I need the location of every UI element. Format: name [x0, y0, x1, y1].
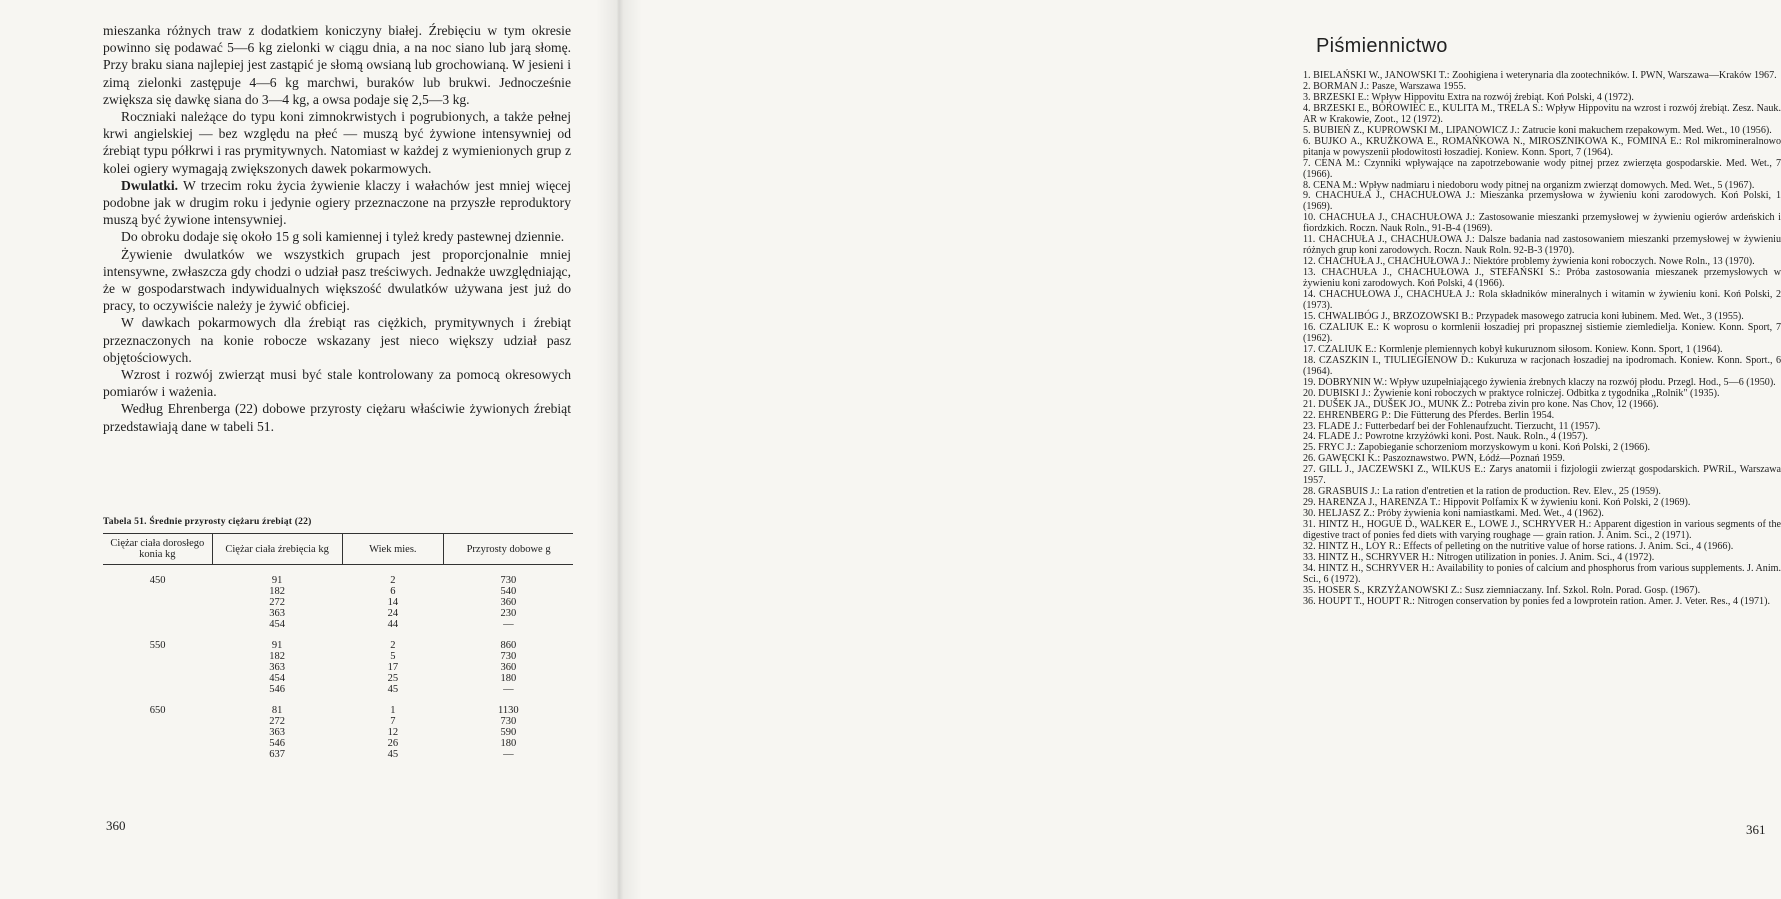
reference-item: 26. GAWĘCKI K.: Paszoznawstwo. PWN, Łódź—Poznań 1959. — [1303, 453, 1565, 465]
reference-item: 18. CZASZKIN I., TIULIEGIENOW D.: Kukuruza w racjonach łoszadiej na ipodromach. Koniew. Konn. Sport., 6 (1964). — [1303, 354, 1781, 377]
page-number-left: 360 — [106, 818, 126, 833]
right-page — [620, 0, 1781, 899]
table-value: 550 — [149, 640, 166, 652]
table-value: 45 — [387, 684, 399, 696]
table-header-row — [103, 534, 573, 565]
table-value: 17 — [387, 662, 399, 674]
paragraph: W dawkach pokarmowych dla źrebiąt ras ciężkich, prymitywnych i źrebiąt przeznaczonych na konie robocze wskazany jest nieco większy udział pasz objętościowych. — [103, 315, 571, 365]
reference-item: 17. CZALIUK E.: Kormlenje plemiennych kobył kukuruznom siłosom. Koniew. Konn. Sport, 1 (1964). — [1303, 343, 1723, 355]
table-value: 540 — [500, 586, 517, 598]
reference-item: 36. HOUPT T., HOUPT R.: Nitrogen conservation by ponies fed a lowprotein ration. Amer. J. Veter. Res., 4 (1971). — [1303, 595, 1770, 607]
paragraph: Roczniaki należące do typu koni zimnokrwistych i pogrubionych, a także pełnej krwi angielskiej — bez względu na płeć — muszą być żywione intensywniej od źrebiąt typu półkrwi i ras prymitywnych. Natomiast w każdej z wymienionych grup z kolei ogiery wymagają zwiększonych dawek pokarmowych. — [103, 109, 571, 176]
table-value: 730 — [500, 575, 517, 587]
paragraph: Według Ehrenberga (22) dobowe przyrosty ciężaru właściwie żywionych źrebiąt przedstawiają dane w tabeli 51. — [103, 401, 571, 434]
table-value: 81 — [271, 705, 283, 717]
reference-item: 29. HARENZA J., HARENZA T.: Hippovit Polfamix K w żywieniu koni. Koń Polski, 2 (1969). — [1303, 497, 1691, 509]
cell-ages — [342, 630, 444, 695]
page-number-right: 361 — [1746, 822, 1766, 837]
reference-item: 23. FLADE J.: Futterbedarf bei der Fohlenaufzucht. Tierzucht, 11 (1957). — [1303, 420, 1601, 432]
table-value: 272 — [269, 597, 285, 609]
header-foal-weight: Ciężar ciała źrebięcia kg — [212, 534, 342, 565]
cell-adult-weight — [103, 565, 212, 631]
paragraph: Do obroku dodaje się około 15 g soli kamiennej i tyleż kredy pastewnej dziennie. — [121, 229, 565, 245]
reference-item: 12. CHACHUŁA J., CHACHUŁOWA J.: Niektóre problemy żywienia koni roboczych. Nowe Roln., 13 (1970). — [1303, 256, 1755, 268]
table-value: 450 — [149, 575, 166, 587]
reference-item: 8. CENA M.: Wpływ nadmiaru i niedoboru wody pitnej na organizm zwierząt domowych. Med. Wet., 5 (1967). — [1303, 179, 1755, 191]
reference-item: 3. BRZESKI E.: Wpływ Hippovitu Extra na rozwój źrebiąt. Koń Polski, 4 (1972). — [1303, 91, 1634, 103]
reference-item: 25. FRYC J.: Zapobieganie schorzeniom morzyskowym u koni. Koń Polski, 2 (1966). — [1303, 442, 1651, 454]
table-body — [103, 565, 573, 761]
table-value: — — [503, 619, 514, 631]
reference-item: 16. CZALIUK E.: K woprosu o kormlenii łoszadiej pri propasznej sistiemie ziemledielja. Koniew. Konn. Sport, 7 (1962). — [1303, 321, 1781, 344]
table-value: — — [503, 749, 514, 761]
table-value: 546 — [269, 684, 285, 696]
table-caption: Tabela 51. Średnie przyrosty ciężaru źrebiąt (22) — [103, 516, 312, 527]
table-value: 272 — [269, 716, 285, 728]
reference-item: 35. HOSER S., KRZYŻANOWSKI Z.: Susz ziemniaczany. Inf. Szkol. Roln. Porad. Gosp. (1967). — [1303, 584, 1701, 596]
reference-item: 27. GILL J., JACZEWSKI Z., WILKUS E.: Zarys anatomii i fizjologii zwierząt gospodarskich. PWRiL, Warszawa 1957. — [1303, 464, 1781, 487]
reference-item: 5. BUBIEŃ Z., KUPROWSKI M., LIPANOWICZ J.: Zatrucie koni makuchem rzepakowym. Med. Wet., 10 (1956). — [1303, 124, 1772, 136]
table-row — [103, 565, 573, 631]
table-value: 363 — [269, 727, 285, 739]
table-value: 230 — [500, 608, 517, 620]
reference-item: 30. HELJASZ Z.: Próby żywienia koni namiastkami. Med. Wet., 4 (1962). — [1303, 508, 1604, 520]
cell-foal-weights — [212, 565, 342, 631]
reference-item: 21. DUŠEK JA., DUŠEK JO., MUNK Z.: Potreba zivin pro kone. Nas Chov, 12 (1966). — [1303, 398, 1659, 410]
reference-item: 31. HINTZ H., HOGUE D., WALKER E., LOWE J., SCHRYVER H.: Apparent digestion in various segments of the digestive tract of ponies fed diets with varying roughage — grain ration. J. Anim. Sci., 2 (1971). — [1303, 519, 1781, 542]
reference-item: 24. FLADE J.: Powrotne krzyżówki koni. Post. Nauk. Roln., 4 (1957). — [1303, 431, 1588, 443]
reference-item: 10. CHACHUŁA J., CHACHUŁOWA J.: Zastosowanie mieszanki przemysłowej w żywieniu ogierów ardeńskich i fiordzkich. Roczn. Nauk Roln., 91-B-4 (1969). — [1303, 212, 1781, 235]
cell-ages — [342, 695, 444, 760]
table-value: 180 — [500, 738, 517, 750]
left-page — [0, 0, 618, 899]
table-value: 2 — [390, 575, 396, 587]
cell-foal-weights — [212, 630, 342, 695]
table-value: 180 — [500, 673, 517, 685]
reference-item: 32. HINTZ H., LOY R.: Effects of pelleting on the nutritive value of horse rations. J. Anim. Sci., 4 (1966). — [1303, 540, 1734, 552]
table-value: 45 — [387, 749, 399, 761]
paragraph: Żywienie dwulatków we wszystkich grupach jest proporcjonalnie mniej intensywne, zwłaszcza gdy chodzi o udział pasz treściwych. Jednakże uwzględniając, że w gospodarstwach indywidualnych większość dwulatków używana jest już do pracy, to oczywiście należy je żywić obficiej. — [103, 246, 571, 314]
table-value: 182 — [269, 651, 285, 663]
table-value: 590 — [500, 727, 517, 739]
table-value: 44 — [387, 619, 399, 631]
table-value: 454 — [269, 619, 285, 631]
reference-item: 9. CHACHUŁA J., CHACHUŁOWA J.: Mieszanka przemysłowa w żywieniu koni zarodowych. Koń Polski, 1 (1969). — [1303, 190, 1781, 213]
table-value: 650 — [149, 705, 166, 717]
table-value: 91 — [271, 575, 283, 587]
reference-item: 2. BORMAN J.: Pasze, Warszawa 1955. — [1303, 80, 1467, 92]
cell-adult-weight — [103, 630, 212, 695]
table-value: 1130 — [498, 705, 519, 717]
table-value: 454 — [269, 673, 285, 685]
reference-item: 11. CHACHUŁA J., CHACHUŁOWA J.: Dalsze badania nad zastosowaniem mieszanki przemysłowej w żywieniu różnych grup koni zarodowych. Roczn. Nauk Roln. 92-B-3 (1970). — [1303, 234, 1781, 257]
table-value: 24 — [387, 608, 399, 620]
table-value: 637 — [269, 749, 285, 761]
cell-ages — [342, 565, 444, 631]
cell-daily-gains — [444, 565, 573, 631]
table-value: 182 — [269, 586, 285, 598]
table-value: 730 — [500, 716, 517, 728]
reference-item: 28. GRASBUIS J.: La ration d'entretien et la ration de production. Rev. Elev., 25 (1959). — [1303, 486, 1661, 498]
section-lead: Dwulatki. — [121, 177, 179, 193]
table-value: 26 — [387, 738, 399, 750]
paragraph: Dwulatki. W trzecim roku życia żywienie klaczy i wałachów jest mniej więcej podobne jak w drugim roku i jedynie ogiery przeznaczone na przyszłe reproduktory muszą być żywione intensywniej. — [103, 177, 571, 228]
paragraph: Wzrost i rozwój zwierząt musi być stale kontrolowany za pomocą okresowych pomiarów i ważenia. — [103, 367, 571, 400]
cell-daily-gains — [444, 695, 573, 760]
table-value: 360 — [500, 662, 517, 674]
table-value: 360 — [500, 597, 517, 609]
table-value: 860 — [500, 640, 517, 652]
page-title: Piśmiennictwo — [1316, 35, 1448, 57]
reference-item: 20. DUBISKI J.: Żywienie koni roboczych w praktyce rolniczej. Odbitka z tygodnika „Rolnik" (1935). — [1303, 387, 1720, 399]
table-value: 14 — [387, 597, 399, 609]
reference-item: 4. BRZESKI E., BOROWIEC E., KULITA M., TRELA S.: Wpływ Hippovitu na wzrost i rozwój źrebiąt. Zesz. Nauk. AR w Krakowie, Zoot., 12 (1972). — [1303, 102, 1781, 125]
table-value: 6 — [390, 586, 396, 598]
header-adult-weight: Ciężar ciała dorosłego konia kg — [103, 534, 212, 565]
table-row — [103, 630, 573, 695]
table-value: 363 — [269, 662, 285, 674]
table-value: 25 — [387, 673, 399, 685]
reference-item: 13. CHACHUŁA J., CHACHUŁOWA J., STEFAŃSKI S.: Próba zastosowania mieszanek przemysłowych w żywieniu koni zarodowych. Koń Polski, 4 (1966). — [1303, 267, 1781, 290]
table-value: 91 — [271, 640, 283, 652]
table-value: — — [503, 684, 514, 696]
reference-item: 14. CHACHUŁOWA J., CHACHUŁA J.: Rola składników mineralnych i witamin w żywieniu koni. Koń Polski, 2 (1973). — [1303, 289, 1781, 312]
reference-item: 7. CENA M.: Czynniki wpływające na zapotrzebowanie wody pitnej przez zwierzęta gospodarskie. Med. Wet., 7 (1966). — [1303, 157, 1781, 180]
table-value: 2 — [390, 640, 396, 652]
cell-daily-gains — [444, 630, 573, 695]
header-age: Wiek mies. — [342, 534, 444, 565]
reference-item: 34. HINTZ H., SCHRYVER H.: Availability to ponies of calcium and phosphorus from various supplements. J. Anim. Sci., 6 (1972). — [1303, 562, 1781, 585]
table-value: 7 — [390, 716, 396, 728]
reference-item: 15. CHWALIBÓG J., BRZOZOWSKI B.: Przypadek masowego zatrucia koni łubinem. Med. Wet., 3 (1955). — [1303, 310, 1744, 322]
table-row — [103, 695, 573, 760]
reference-list — [1303, 71, 1781, 608]
table-value: 1 — [390, 705, 396, 717]
reference-item: 19. DOBRYNIN W.: Wpływ uzupełniającego żywienia źrebnych klaczy na rozwój płodu. Przegl. Hod., 5—6 (1950). — [1303, 376, 1776, 388]
reference-item: 1. BIELAŃSKI W., JANOWSKI T.: Zoohigiena i weterynaria dla zootechników. I. PWN, Warszawa—Kraków 1967. — [1303, 70, 1777, 81]
table-value: 5 — [390, 651, 396, 663]
table-value: 730 — [500, 651, 517, 663]
cell-foal-weights — [212, 695, 342, 760]
cell-adult-weight — [103, 695, 212, 760]
table-value: 546 — [269, 738, 285, 750]
reference-item: 22. EHRENBERG P.: Die Fütterung des Pferdes. Berlin 1954. — [1303, 409, 1555, 421]
paragraph: mieszanka różnych traw z dodatkiem koniczyny białej. Źrebięciu w tym okresie powinno się podawać 5—6 kg zielonki w ciągu dnia, a na noc siano lub jarą słomę. Przy braku siana najlepiej jest zastąpić je słomą owsianą lub grochowianą. W jesieni i zimą zielonki zastępuje 4—6 kg marchwi, buraków lub brukwi. Jednocześnie zwiększa się dawkę siana do 3—4 kg, a owsa podaje się 2,5—3 kg. — [103, 23, 571, 107]
table-value: 12 — [387, 727, 399, 739]
reference-item: 6. BUJKO A., KRUŻKOWA E., ROMAŃKOWA N., MIROSZNIKOWA K., FOMINA E.: Rol mikromineralnowo pitanja w powyszenii płodowitosti łoszadiej. Koniew. Konn. Sport, 7 (1964). — [1303, 135, 1781, 158]
reference-item: 33. HINTZ H., SCHRYVER H.: Nitrogen utilization in ponies. J. Anim. Sci., 4 (1972). — [1303, 551, 1655, 563]
growth-table — [103, 533, 573, 760]
left-body-text — [103, 22, 571, 435]
header-daily-gain: Przyrosty dobowe g — [444, 534, 573, 565]
table-value: 363 — [269, 608, 285, 620]
